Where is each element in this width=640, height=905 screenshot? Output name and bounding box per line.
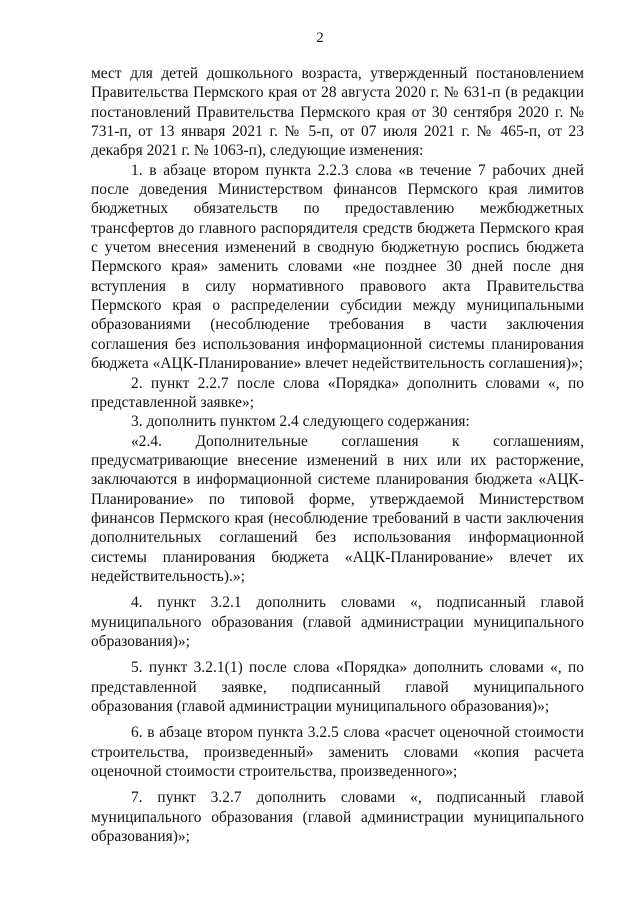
document-body [91,64,584,846]
paragraph-intro: мест для детей дошкольного возраста, утвержденный постановлением Правительства Пермского края от 28 августа 2020 г. № 631-п (в редакции постановлений Правительства Пермского края от 30 сентября 2020 г. № 731-п, от 13 января 2021 г. № 5-п, от 07 июля 2021 г. № 465-п, от 23 декабря 2021 г. № 1063-п), следующие изменения: [91,65,584,160]
paragraph-item-7: 7. пункт 3.2.7 дополнить словами «, подписанный главой муниципального образования (главой администрации муниципального образования)»; [91,789,584,846]
paragraph-item-3: 3. дополнить пунктом 2.4 следующего содержания: [131,413,470,431]
paragraph-item-1: 1. в абзаце втором пункта 2.2.3 слова «в течение 7 рабочих дней после доведения Министерством финансов Пермского края лимитов бюджетных обязательств по предоставлению межбюджетных трансфертов до главного распорядителя средств бюджета Пермского края с учетом внесения изменений в сводную бюджетную роспись бюджета Пермского края» заменить словами «не позднее 30 дней после дня вступления в силу нормативного правового акта Правительства Пермского края о распределении субсидии между муниципальными образованиями (несоблюдение требования в части заключения соглашения без использования информационной системы планирования бюджета «АЦК-Планирование» влечет недействительность соглашения)»; [91,161,584,373]
page-number: 2 [316,30,324,46]
paragraph-item-2: 2. пункт 2.2.7 после слова «Порядка» дополнить словами «, по представленной заявке»; [91,374,584,411]
paragraph-item-6: 6. в абзаце втором пункта 3.2.5 слова «расчет оценочной стоимости строительства, произведенный» заменить словами «копия расчета оценочной стоимости строительства, произведенного»; [91,724,584,781]
paragraph-item-3-quote: «2.4. Дополнительные соглашения к соглашениям, предусматривающие внесение изменений в них или их расторжение, заключаются в информационной системе планирования бюджета «АЦК-Планирование» по типовой форме, утверждаемой Министерством финансов Пермского края (несоблюдение требований в части заключения дополнительных соглашений без использования информационной системы планирования бюджета «АЦК-Планирование» влечет их недействительность).»; [91,432,584,585]
paragraph-item-5: 5. пункт 3.2.1(1) после слова «Порядка» дополнить словами «, по представленной заявке, подписанный главой муниципального образования (главой администрации муниципального образования)»; [91,659,584,715]
paragraph-item-4: 4. пункт 3.2.1 дополнить словами «, подписанный главой муниципального образования (главой администрации муниципального образования)»; [91,594,584,650]
